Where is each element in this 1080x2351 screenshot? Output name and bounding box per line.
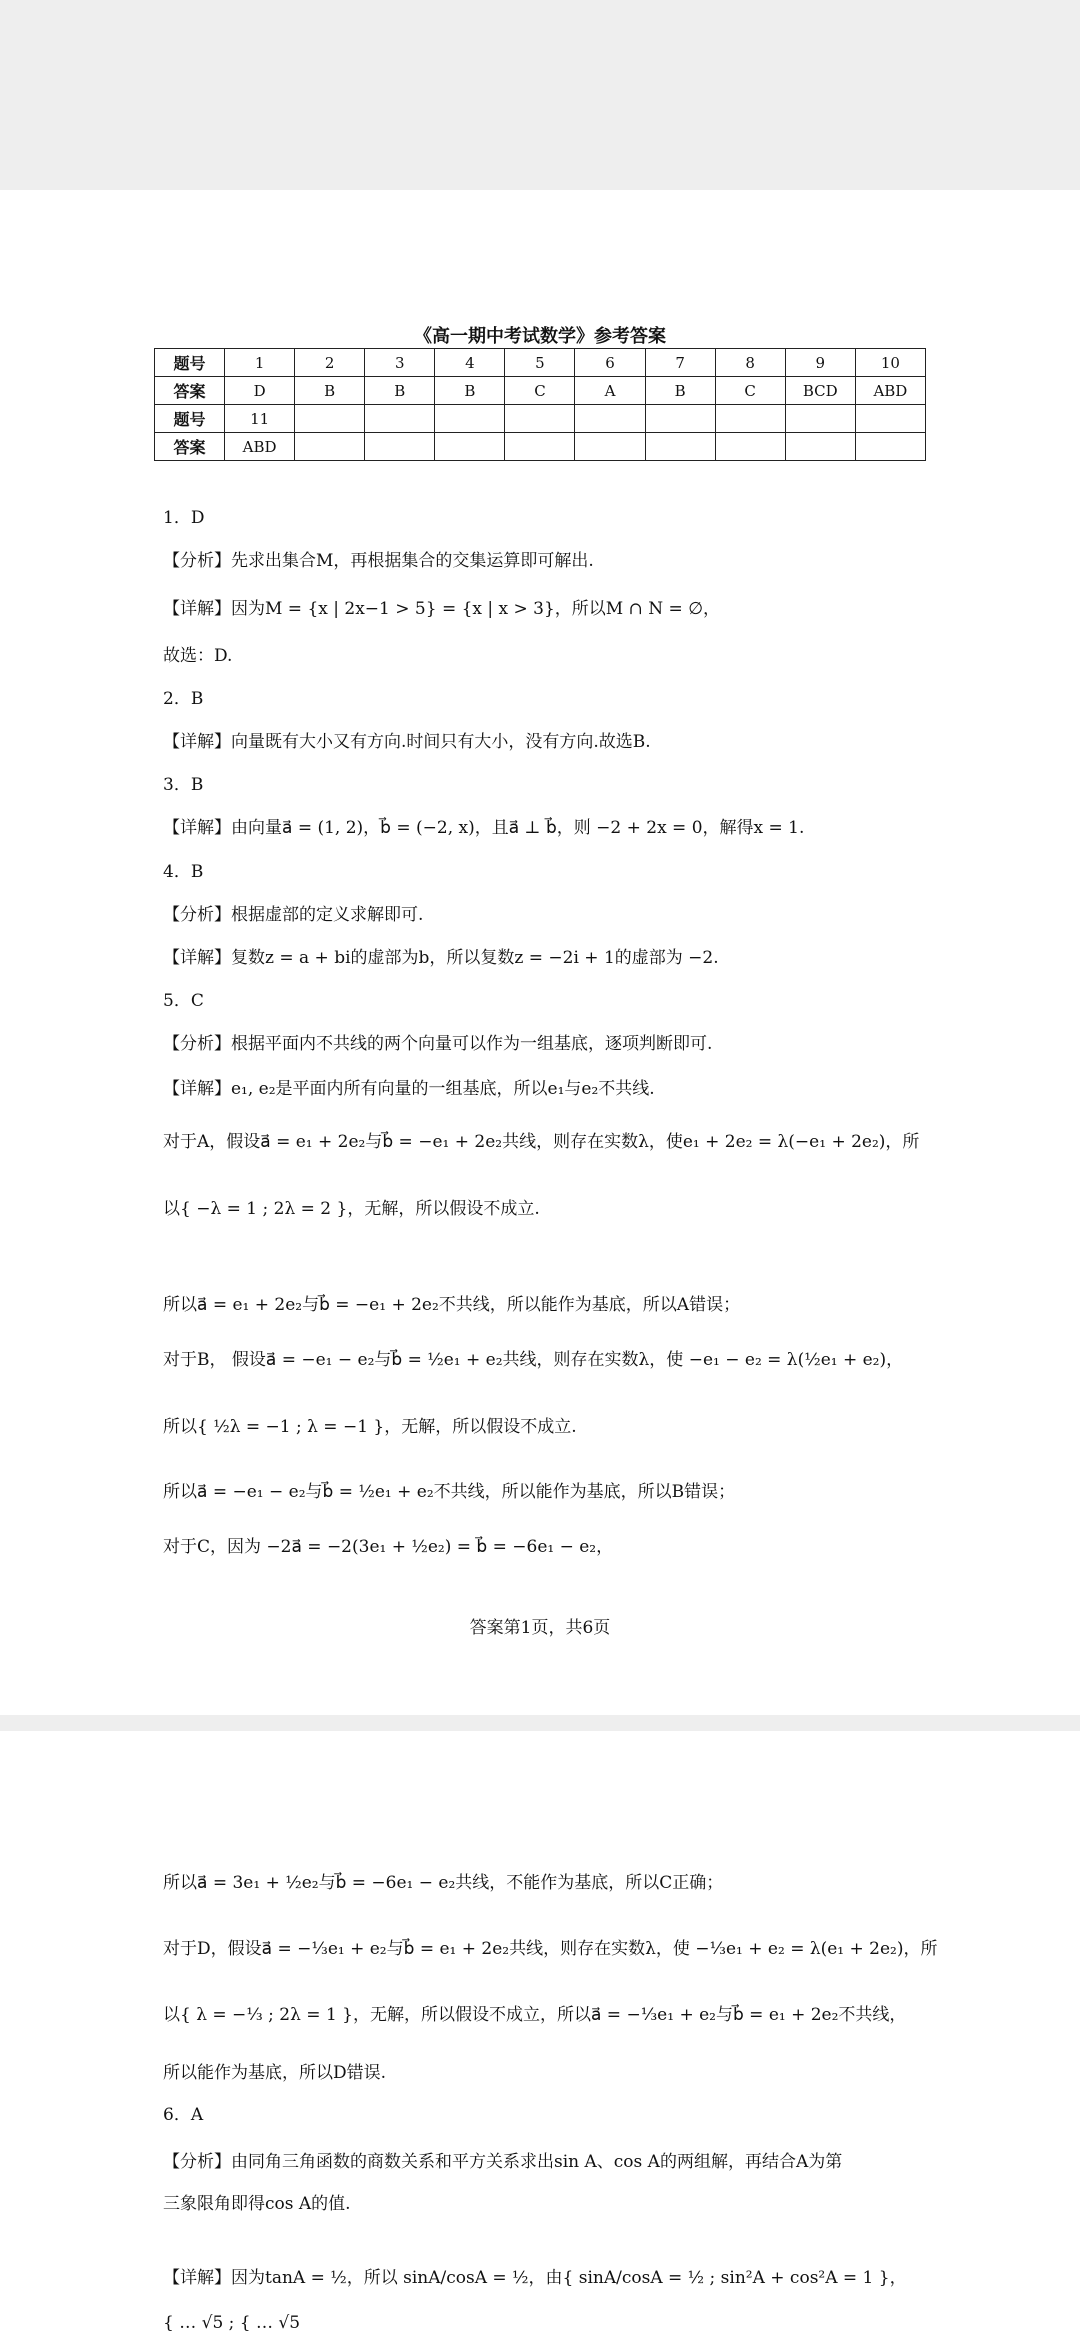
table-cell: ABD [855,377,925,405]
detail-line: 【详解】e₁, e₂是平面内所有向量的一组基底，所以e₁与e₂不共线. [163,1079,655,1099]
detail-line: 所以{ ½λ = −1 ; λ = −1 }，无解，所以假设不成立. [163,1417,577,1437]
solution-heading: 6．A [163,2105,204,2125]
table-cell: B [365,377,435,405]
table-cell [505,405,575,433]
table-cell [365,433,435,461]
table-cell [855,405,925,433]
detail-line: 故选：D. [163,646,233,666]
document-title: 《高一期中考试数学》参考答案 [414,326,666,347]
detail-line: 对于C，因为 −2a⃗ = −2(3e₁ + ½e₂) = b⃗ = −6e₁ − e₂， [163,1537,614,1557]
table-cell [435,433,505,461]
table-cell: 1 [225,349,295,377]
table-cell [715,405,785,433]
table-cell: 5 [505,349,575,377]
table-cell [295,405,365,433]
table-cell [435,405,505,433]
solution-heading: 4．B [163,862,204,882]
table-header-cell: 答案 [155,377,225,405]
table-cell: 8 [715,349,785,377]
detail-line: 【详解】因为tanA = ½，所以 sinA/cosA = ½，由{ sinA/cosA = ½ ; sin²A + cos²A = 1 }， [163,2268,907,2288]
table-cell [295,433,365,461]
detail-line: 所以a⃗ = −e₁ − e₂与b⃗ = ½e₁ + e₂不共线，所以能作为基底，所以B错误； [163,1482,736,1502]
detail-line: 以{ λ = −⅓ ; 2λ = 1 }，无解，所以假设不成立，所以a⃗ = −⅓e₁ + e₂与b⃗ = e₁ + 2e₂不共线， [163,2005,907,2025]
table-row [155,433,926,461]
solution-heading: 3．B [163,775,204,795]
table-cell [645,405,715,433]
analysis-line: 【分析】根据虚部的定义求解即可. [163,905,424,925]
table-cell: BCD [785,377,855,405]
detail-line: 所以a⃗ = 3e₁ + ½e₂与b⃗ = −6e₁ − e₂共线，不能作为基底，所以C正确； [163,1873,724,1893]
table-cell [715,433,785,461]
table-row [155,405,926,433]
table-cell: C [715,377,785,405]
detail-line: 对于D，假设a⃗ = −⅓e₁ + e₂与b⃗ = e₁ + 2e₂共线，则存在实数λ，使 −⅓e₁ + e₂ = λ(e₁ + 2e₂)，所 [163,1939,938,1959]
table-cell: 9 [785,349,855,377]
detail-line: 【详解】复数z = a + bi的虚部为b，所以复数z = −2i + 1的虚部为 −2. [163,948,719,968]
table-cell: 6 [575,349,645,377]
table-cell [575,405,645,433]
table-cell: C [505,377,575,405]
table-cell: B [435,377,505,405]
table-cell [785,405,855,433]
answer-table [154,348,926,461]
detail-line: { … √5 ; { … √5 [163,2313,301,2333]
table-cell [785,433,855,461]
page-footer: 答案第1页，共6页 [469,1618,611,1638]
table-cell [365,405,435,433]
table-cell: 3 [365,349,435,377]
detail-line: 所以a⃗ = e₁ + 2e₂与b⃗ = −e₁ + 2e₂不共线，所以能作为基底，所以A错误； [163,1295,741,1315]
detail-line: 【详解】因为M = {x | 2x−1 > 5} = {x | x > 3}，所以M ∩ N = ∅， [163,599,720,619]
table-cell: 7 [645,349,715,377]
table-cell: D [225,377,295,405]
analysis-line: 三象限角即得cos A的值. [163,2194,351,2214]
table-cell [645,433,715,461]
table-header-cell: 答案 [155,433,225,461]
table-cell: 10 [855,349,925,377]
table-cell [505,433,575,461]
detail-line: 【详解】向量既有大小又有方向.时间只有大小，没有方向.故选B. [163,732,651,752]
table-row [155,349,926,377]
table-cell [575,433,645,461]
detail-line: 对于B， 假设a⃗ = −e₁ − e₂与b⃗ = ½e₁ + e₂共线，则存在实数λ，使 −e₁ − e₂ = λ(½e₁ + e₂)， [163,1350,904,1370]
table-row [155,377,926,405]
table-cell: 11 [225,405,295,433]
detail-line: 【详解】由向量a⃗ = (1, 2)，b⃗ = (−2, x)，且a⃗ ⊥ b⃗，则 −2 + 2x = 0，解得x = 1. [163,818,805,838]
table-header-cell: 题号 [155,405,225,433]
detail-line: 对于A，假设a⃗ = e₁ + 2e₂与b⃗ = −e₁ + 2e₂共线，则存在实数λ，使e₁ + 2e₂ = λ(−e₁ + 2e₂)，所 [163,1132,920,1152]
table-cell: ABD [225,433,295,461]
answer-page-1 [0,190,1080,1715]
solution-heading: 5．C [163,991,204,1011]
analysis-line: 【分析】根据平面内不共线的两个向量可以作为一组基底，逐项判断即可. [163,1034,713,1054]
analysis-line: 【分析】先求出集合M，再根据集合的交集运算即可解出. [163,551,594,571]
table-cell: B [645,377,715,405]
detail-line: 以{ −λ = 1 ; 2λ = 2 }，无解，所以假设不成立. [163,1199,540,1219]
solution-heading: 1．D [163,508,205,528]
answer-page-2 [0,1731,1080,2351]
solution-heading: 2．B [163,689,204,709]
table-cell: 4 [435,349,505,377]
table-header-cell: 题号 [155,349,225,377]
table-cell: 2 [295,349,365,377]
table-cell [855,433,925,461]
analysis-line: 【分析】由同角三角函数的商数关系和平方关系求出sin A、cos A的两组解，再结合A为第 [163,2152,843,2172]
detail-line: 所以能作为基底，所以D错误. [163,2063,387,2083]
table-cell: B [295,377,365,405]
table-cell: A [575,377,645,405]
